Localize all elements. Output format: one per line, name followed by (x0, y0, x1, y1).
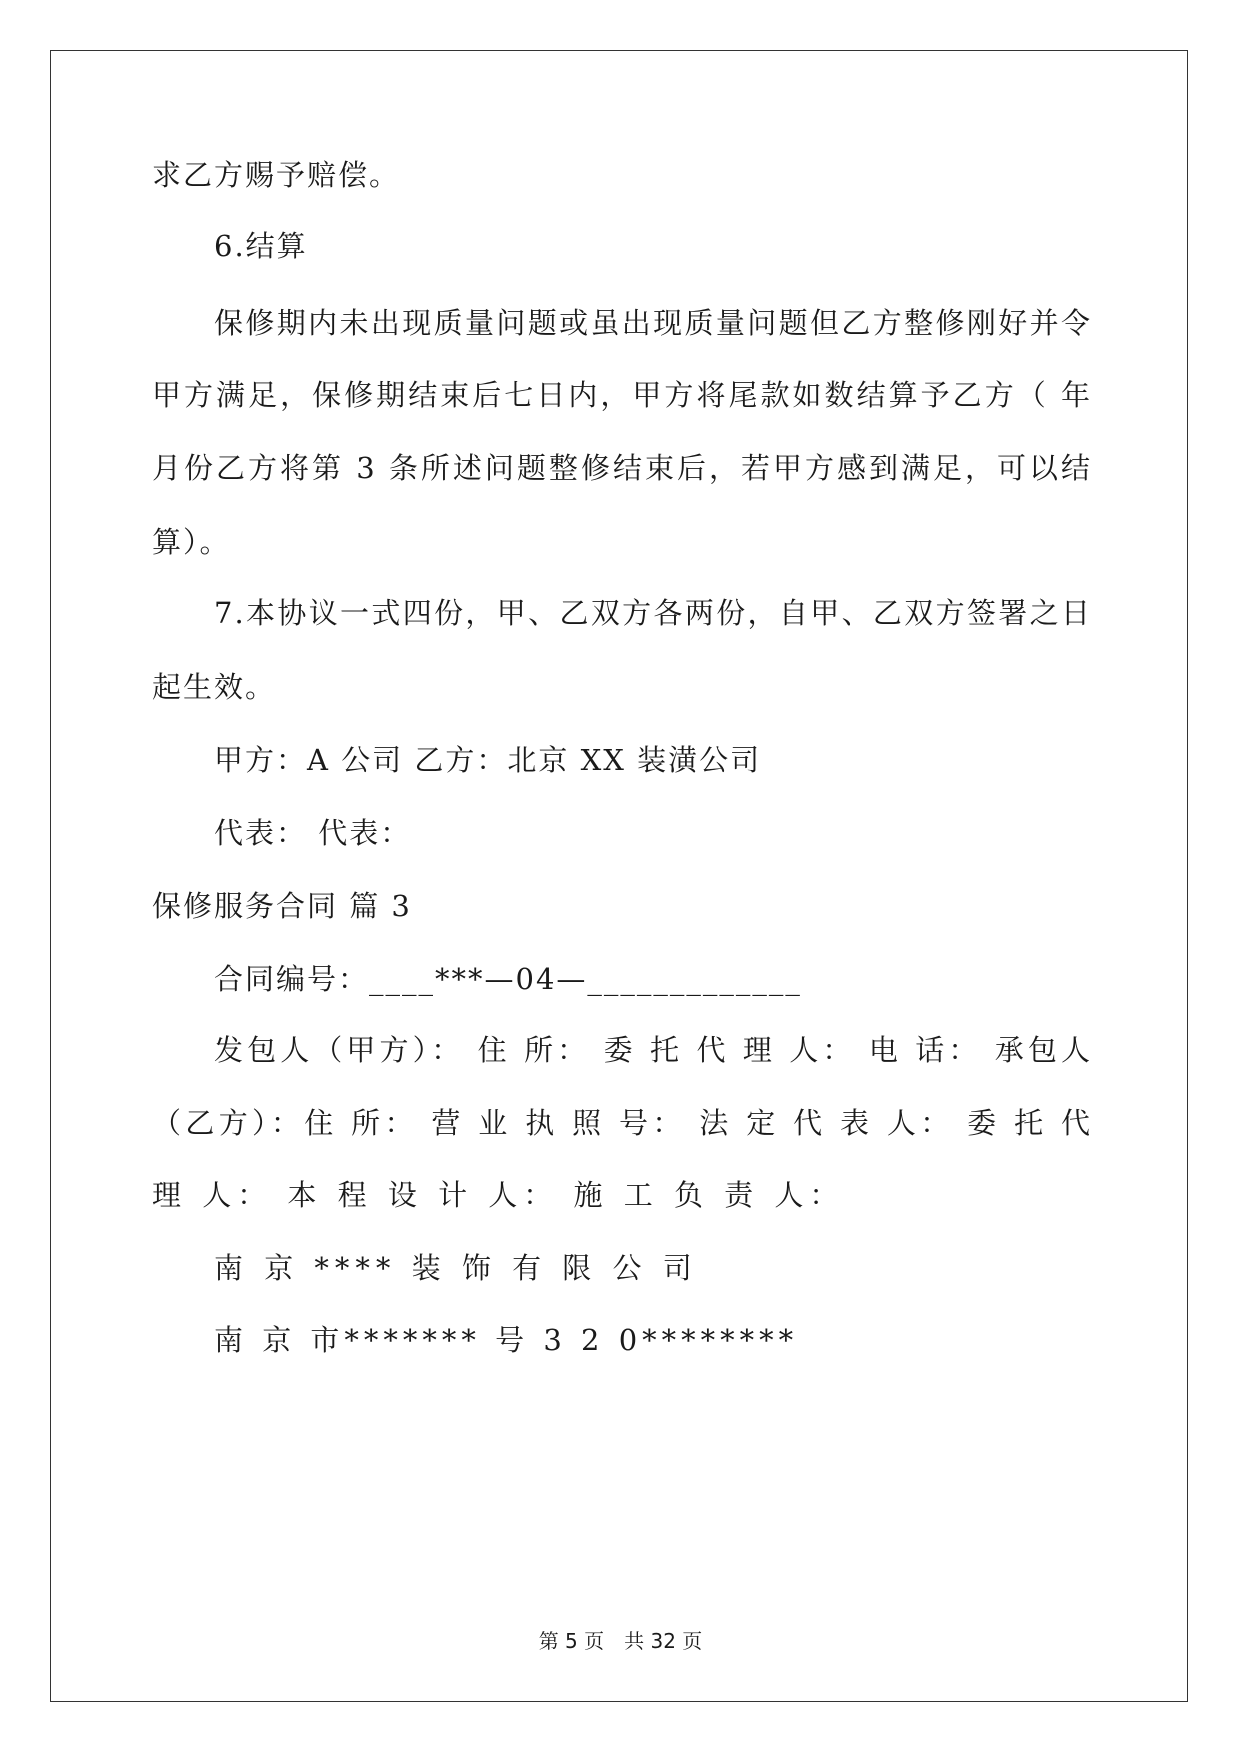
text-line-1: 求乙方赐予赔偿。 (152, 158, 401, 192)
party-names-line: 甲方：A 公司 乙方：北京 XX 装潢公司 (214, 743, 762, 777)
page-number: 第 5 页 (538, 1629, 605, 1653)
representatives-line: 代表： 代表： (214, 816, 412, 850)
contract-number-line: 合同编号：____***—04—_____________ (214, 962, 802, 996)
text-line-8: 起生效。 (152, 670, 277, 704)
text-line-13: 发包人（甲方）： 住 所： 委 托 代 理 人： 电 话： 承包人 (214, 1033, 1092, 1067)
text-line-14: （乙方）：住 所： 营 业 执 照 号： 法 定 代 表 人： 委 托 代 (152, 1106, 1092, 1140)
address-line: 南 京 市******* 号 3 2 0******** (214, 1323, 799, 1357)
text-line-3: 保修期内未出现质量问题或虽出现质量问题但乙方整修刚好并令 (214, 306, 1092, 340)
text-line-7: 7.本协议一式四份，甲、乙双方各两份，自甲、乙双方签署之日 (214, 596, 1092, 630)
text-line-15: 理 人： 本 程 设 计 人： 施 工 负 责 人： (152, 1178, 845, 1212)
section-title-contract-3: 保修服务合同 篇 3 (152, 889, 412, 923)
page-footer (0, 1628, 1241, 1654)
page-border (50, 50, 1188, 1702)
company-name-line: 南 京 **** 装 饰 有 限 公 司 (214, 1251, 698, 1285)
section-heading-settlement: 6.结算 (214, 229, 308, 263)
text-line-5: 月份乙方将第 3 条所述问题整修结束后，若甲方感到满足，可以结 (152, 451, 1092, 485)
page-total: 共 32 页 (624, 1629, 703, 1653)
text-line-4: 甲方满足，保修期结束后七日内，甲方将尾款如数结算予乙方（ 年 (152, 378, 1092, 412)
text-line-6: 算）。 (152, 525, 231, 559)
